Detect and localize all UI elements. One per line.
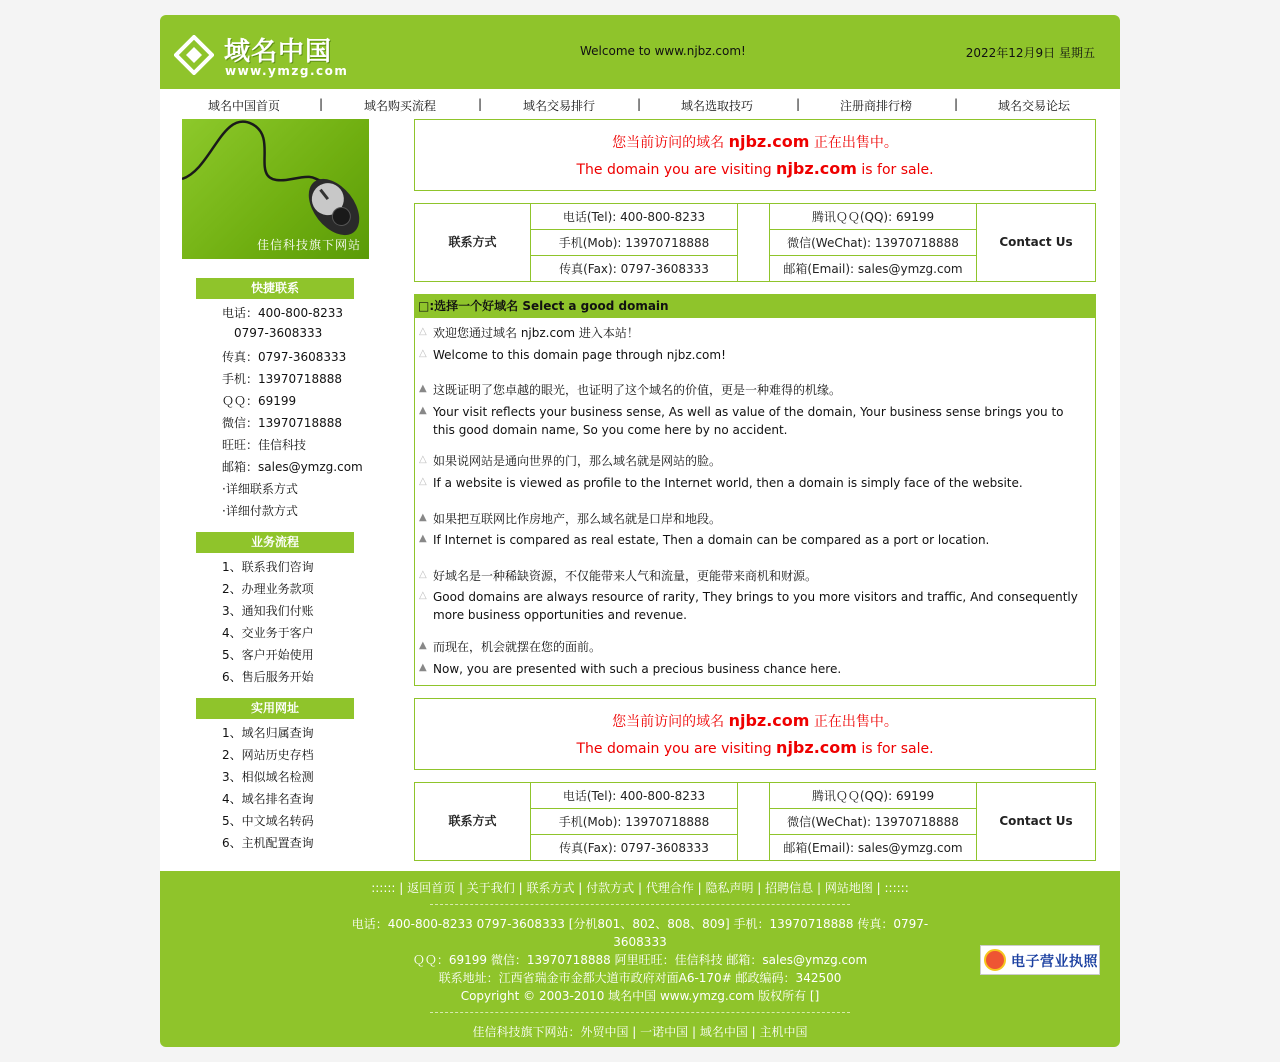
contact-fax: 传真(Fax): 0797-3608333 [559, 262, 709, 276]
good-domain-line: 如果说网站是通向世界的门，那么域名就是网站的脸。 [433, 454, 722, 468]
footer-address: 联系地址：江西省瑞金市金都大道市政府对面A6-170# 邮政编码：342500 [438, 971, 842, 985]
triangle-bullet-icon: ▲ [419, 533, 427, 544]
sidebar-contact-line: ＱＱ：69199 [222, 394, 297, 408]
sidebar-process-step: 1、联系我们咨询 [222, 560, 314, 574]
sidebar-contact-heading: 快捷联系 [196, 278, 354, 299]
nav-separator: | [319, 97, 324, 111]
sidebar-banner [182, 119, 369, 259]
triangle-bullet-icon: ▲ [419, 383, 427, 394]
contact-us-label: Contact Us [999, 235, 1073, 249]
footer [160, 871, 1120, 1047]
for-sale-en: The domain you are visiting njbz.com is for sale. [576, 159, 934, 178]
sidebar-contact-line: 电话：400-800-8233 [222, 306, 344, 320]
sidebar-process-step: 5、客户开始使用 [222, 648, 314, 662]
sidebar-useful-link[interactable]: 5、中文域名转码 [222, 814, 314, 828]
contact-email[interactable]: 邮箱(Email): sales@ymzg.com [783, 841, 963, 855]
contact-qq: 腾讯ＱＱ(QQ): 69199 [770, 783, 976, 809]
license-text: 电子营业执照 [1011, 954, 1098, 970]
contact-col-online [770, 783, 977, 860]
triangle-bullet-icon: ▲ [419, 512, 427, 523]
domain-name: njbz.com [776, 159, 857, 178]
contact-label: 联系方式 [415, 783, 531, 860]
for-sale-notice [414, 119, 1096, 191]
site-logo[interactable] [172, 31, 352, 81]
nav-separator: | [796, 97, 801, 111]
contact-email[interactable]: 邮箱(Email): sales@ymzg.com [783, 262, 963, 276]
nav-separator: | [478, 97, 483, 111]
nav-tips[interactable]: 域名选取技巧 [681, 99, 754, 113]
sidebar-process-heading: 业务流程 [196, 532, 354, 553]
domain-name: njbz.com [728, 711, 810, 730]
main-nav [160, 89, 1120, 119]
page [160, 15, 1120, 1047]
contact-wechat: 微信(WeChat): 13970718888 [770, 230, 976, 256]
detailed-payment-link[interactable]: ·详细付款方式 [222, 504, 298, 518]
triangle-bullet-icon: △ [419, 476, 427, 487]
contact-qq: 腾讯ＱＱ(QQ): 69199 [770, 204, 976, 230]
good-domain-line: 这既证明了您卓越的眼光，也证明了这个域名的价值，更是一种难得的机缘。 [433, 383, 842, 397]
sidebar-useful-link[interactable]: 3、相似域名检测 [222, 770, 314, 784]
domain-name: njbz.com [776, 738, 857, 757]
sidebar-contact-line: 旺旺：佳信科技 [222, 438, 307, 452]
logo-text: 域名中国 [224, 37, 333, 67]
good-domain-line: 如果把互联网比作房地产，那么域名就是口岸和地段。 [433, 512, 722, 526]
sidebar-process-step: 6、售后服务开始 [222, 670, 314, 684]
nav-separator: | [954, 97, 959, 111]
banner-caption: 佳信科技旗下网站 [256, 238, 361, 252]
good-domain-line: 好域名是一种稀缺资源，不仅能带来人气和流量，更能带来商机和财源。 [433, 569, 818, 583]
footer-divider [430, 1012, 850, 1013]
contact-spacer [738, 783, 770, 860]
triangle-bullet-icon: ▲ [419, 640, 427, 651]
for-sale-cn: 您当前访问的域名 njbz.com 正在出售中。 [612, 132, 898, 151]
contact-mobile: 手机(Mob): 13970718888 [531, 809, 737, 835]
footer-divider [430, 904, 850, 905]
nav-registrar-ranking[interactable]: 注册商排行榜 [840, 99, 913, 113]
current-date: 2022年12月9日 星期五 [965, 46, 1095, 60]
contact-col-phone [531, 204, 738, 281]
sidebar-contact-line: 邮箱：sales@ymzg.com [222, 460, 363, 474]
footer-links[interactable]: :::::: | 返回首页 | 关于我们 | 联系方式 | 付款方式 | 代理合作 | 隐私声明 | 招聘信息 | 网站地图 | :::::: [371, 881, 909, 895]
contact-us-label: Contact Us [999, 814, 1073, 828]
footer-copyright: Copyright © 2003-2010 域名中国 www.ymzg.com 版权所有 [] [460, 989, 820, 1003]
contact-spacer [738, 204, 770, 281]
contact-label: 联系方式 [415, 204, 531, 281]
for-sale-cn: 您当前访问的域名 njbz.com 正在出售中。 [612, 711, 898, 730]
footer-qq: ＱＱ：69199 微信：13970718888 阿里旺旺：佳信科技 邮箱：sales@ymzg.com [412, 953, 868, 967]
business-license-badge[interactable] [980, 945, 1100, 975]
sidebar-process-step: 2、办理业务款项 [222, 582, 314, 596]
triangle-bullet-icon: ▲ [419, 405, 427, 416]
sidebar-contact-line: 0797-3608333 [234, 326, 323, 340]
detailed-contact-link[interactable]: ·详细联系方式 [222, 482, 298, 496]
good-domain-line: 而现在，机会就摆在您的面前。 [433, 640, 602, 654]
for-sale-en: The domain you are visiting njbz.com is for sale. [576, 738, 934, 757]
nav-forum[interactable]: 域名交易论坛 [998, 99, 1071, 113]
triangle-bullet-icon: △ [419, 569, 427, 580]
sidebar-useful-link[interactable]: 2、网站历史存档 [222, 748, 314, 762]
contact-fax: 传真(Fax): 0797-3608333 [559, 841, 709, 855]
contact-table-bottom [414, 782, 1096, 861]
triangle-bullet-icon: ▲ [419, 662, 427, 673]
national-emblem-icon [984, 949, 1006, 971]
logo-diamond-icon [174, 35, 214, 75]
sidebar-useful-link[interactable]: 6、主机配置查询 [222, 836, 314, 850]
footer-phone: 电话：400-800-8233 0797-3608333 [分机801、802、808、809] 手机：13970718888 传真：0797-3608333 [351, 917, 929, 949]
good-domain-line: Now, you are presented with such a precious business chance here. [433, 662, 842, 676]
for-sale-notice-bottom [414, 698, 1096, 770]
triangle-bullet-icon: △ [419, 326, 427, 337]
good-domain-line: Good domains are always resource of rarity, They brings to you more visitors and traffic, And consequently more business opportunities and revenue. [433, 590, 1078, 622]
good-domain-title: □:选择一个好域名 Select a good domain [415, 295, 1095, 318]
good-domain-line: If Internet is compared as real estate, Then a domain can be compared as a port or location. [433, 533, 990, 547]
good-domain-line: Your visit reflects your business sense, As well as value of the domain, Your business sense brings you to this good domain name, So you come here by no accident. [433, 405, 1064, 437]
sidebar-useful-link[interactable]: 1、域名归属查询 [222, 726, 314, 740]
header [160, 15, 1120, 89]
contact-wechat: 微信(WeChat): 13970718888 [770, 809, 976, 835]
triangle-bullet-icon: △ [419, 590, 427, 601]
good-domain-line: 欢迎您通过域名 njbz.com 进入本站！ [433, 326, 639, 340]
welcome-text: Welcome to www.njbz.com! [580, 44, 746, 58]
triangle-bullet-icon: △ [419, 454, 427, 465]
nav-home[interactable]: 域名中国首页 [208, 99, 281, 113]
logo-url: www.ymzg.com [225, 64, 349, 78]
contact-col-phone [531, 783, 738, 860]
sidebar-links-heading: 实用网址 [196, 698, 354, 719]
nav-buy-process[interactable]: 域名购买流程 [364, 99, 437, 113]
sidebar-contact-line: 微信：13970718888 [222, 416, 342, 430]
contact-tel: 电话(Tel): 400-800-8233 [531, 204, 737, 230]
contact-col-online [770, 204, 977, 281]
good-domain-panel [414, 294, 1096, 686]
sidebar-contact-line: 传真：0797-3608333 [222, 350, 347, 364]
contact-tel: 电话(Tel): 400-800-8233 [531, 783, 737, 809]
nav-separator: | [637, 97, 642, 111]
sidebar-process-step: 3、通知我们付账 [222, 604, 314, 618]
sidebar-useful-link[interactable]: 4、域名排名查询 [222, 792, 314, 806]
good-domain-line: Welcome to this domain page through njbz.com! [433, 348, 726, 362]
triangle-bullet-icon: △ [419, 348, 427, 359]
sidebar-process-step: 4、交业务于客户 [222, 626, 314, 640]
nav-trade-ranking[interactable]: 域名交易排行 [523, 99, 596, 113]
contact-mobile: 手机(Mob): 13970718888 [531, 230, 737, 256]
good-domain-line: If a website is viewed as profile to the Internet world, then a domain is simply face of the website. [433, 476, 1023, 490]
domain-name: njbz.com [728, 132, 810, 151]
contact-table [414, 203, 1096, 282]
sidebar-contact-line: 手机：13970718888 [222, 372, 342, 386]
footer-sister-sites[interactable]: 佳信科技旗下网站：外贸中国 | 一诺中国 | 域名中国 | 主机中国 [472, 1025, 808, 1039]
